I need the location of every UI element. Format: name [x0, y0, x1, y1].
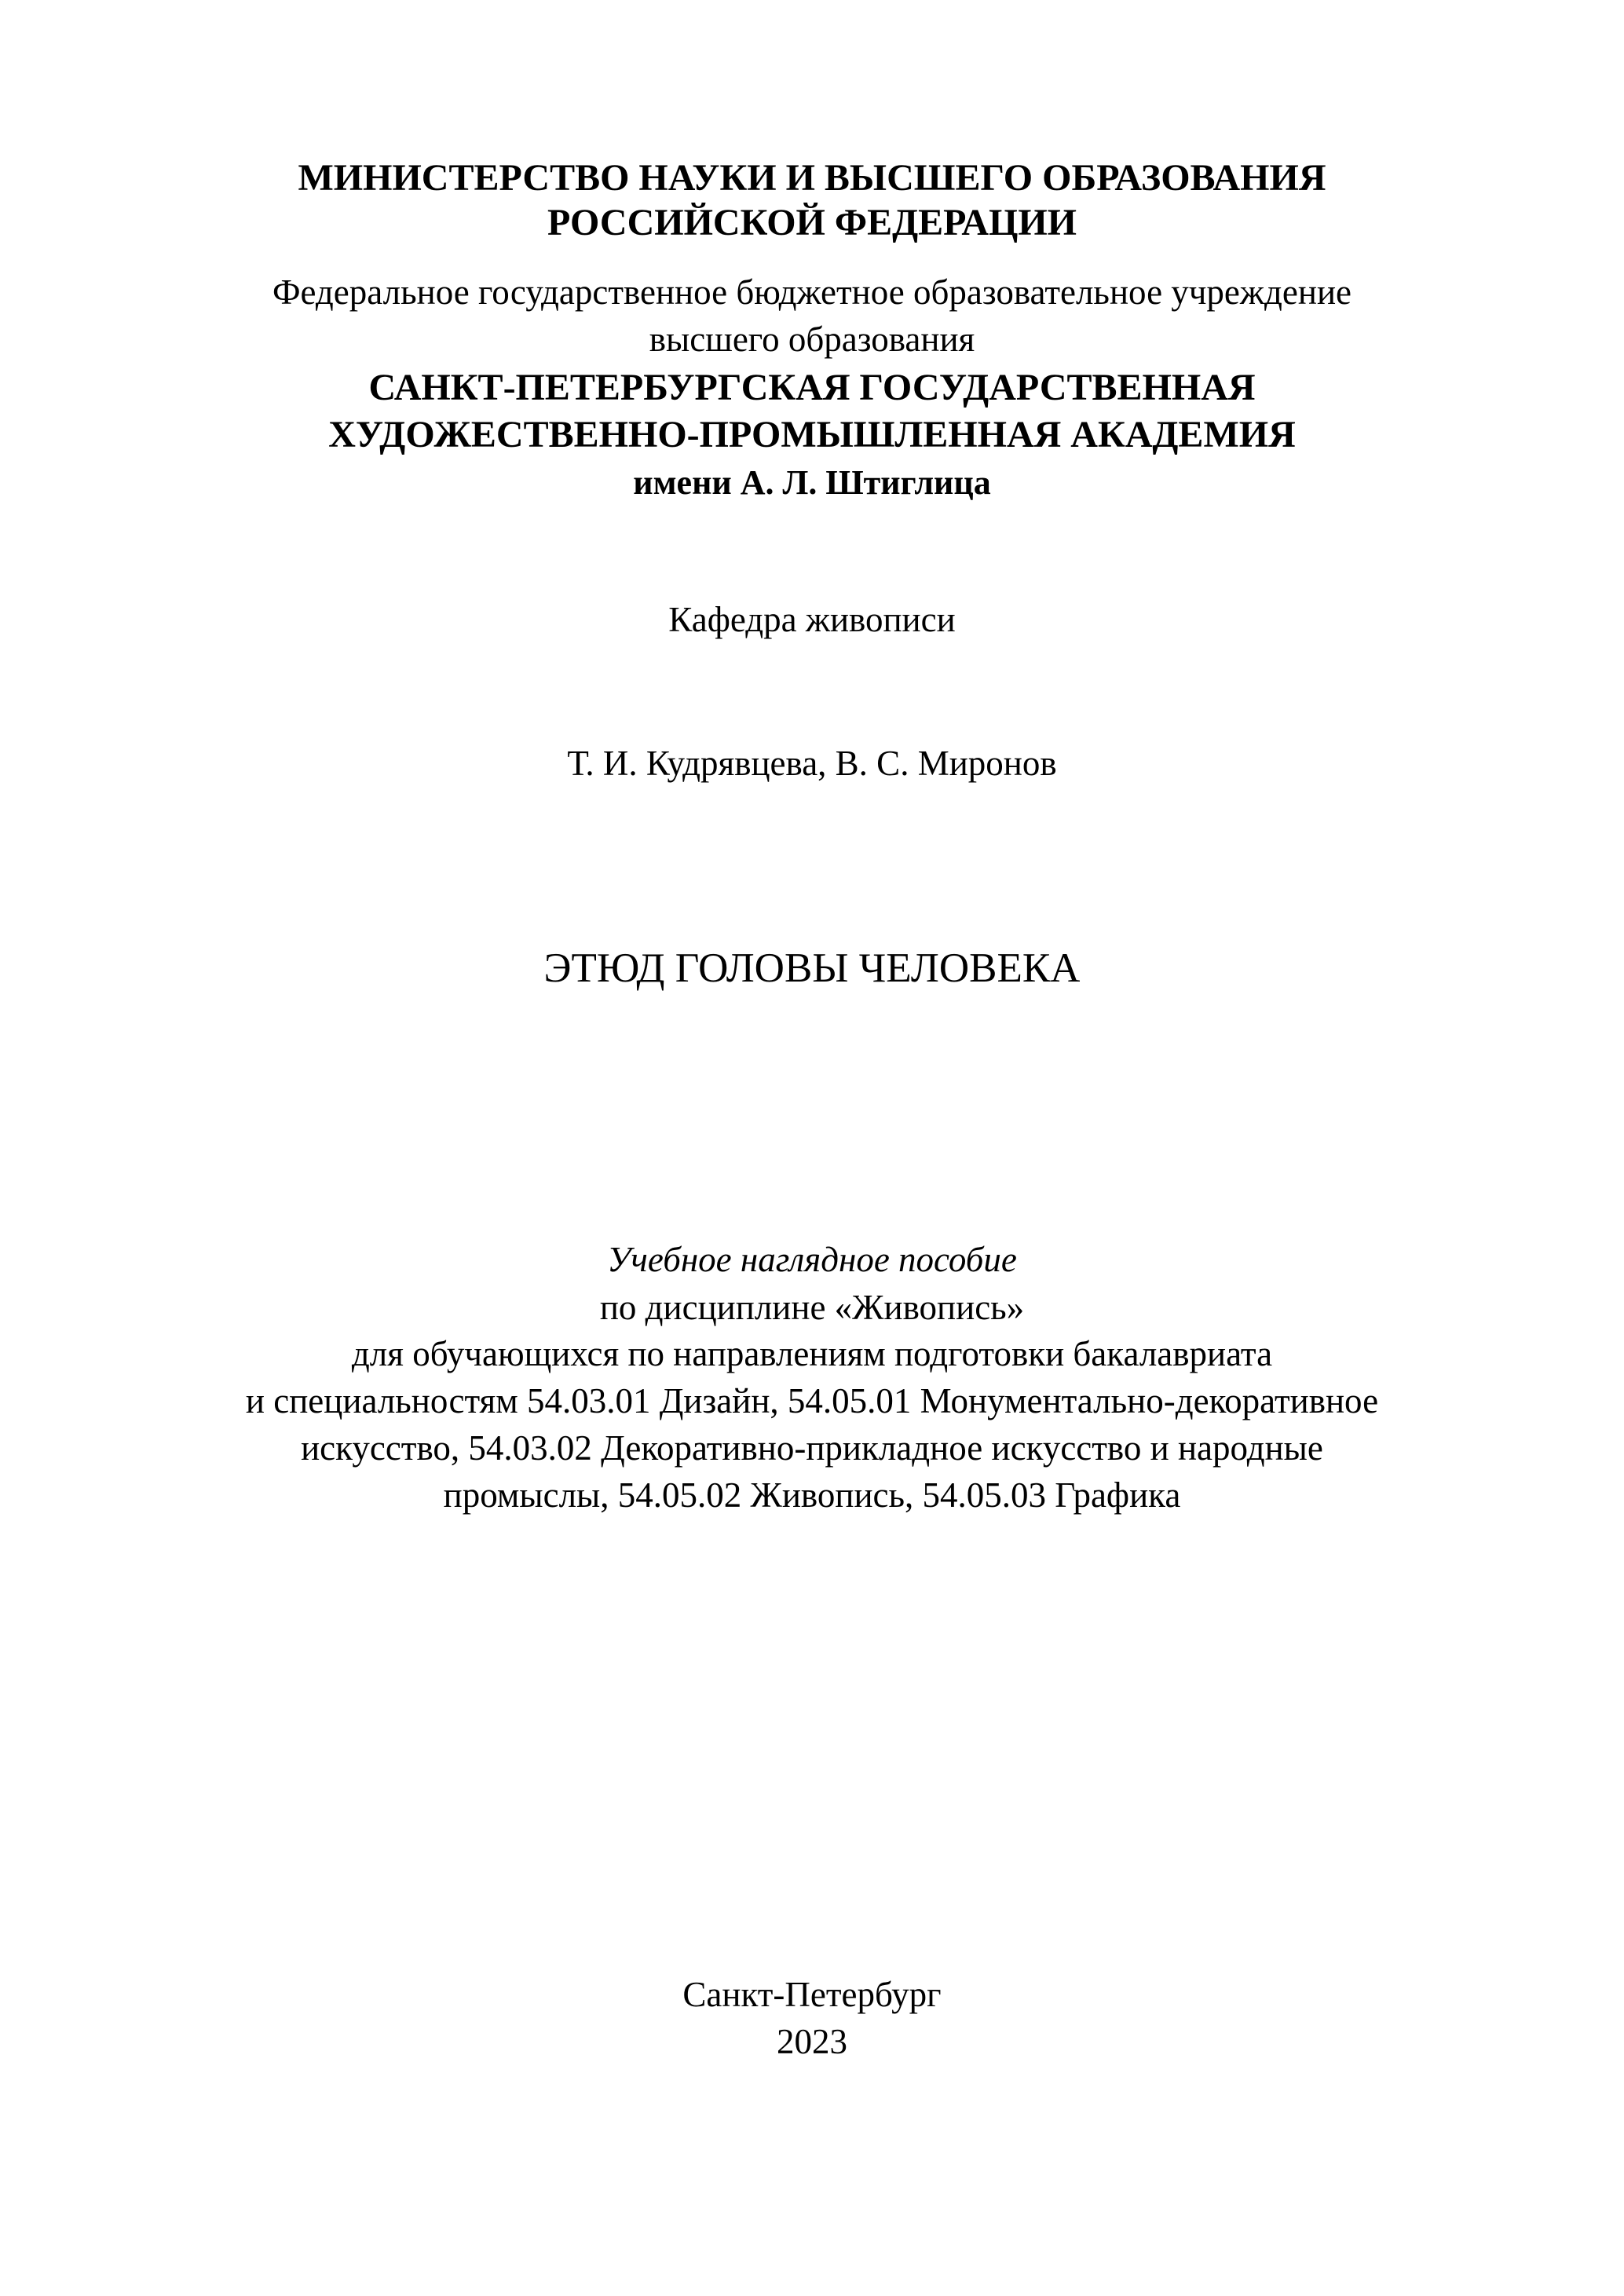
academy-name-line-3: имени А. Л. Штиглица: [633, 463, 991, 502]
specialties-line-2: искусство, 54.03.02 Декоративно-прикладное искусство и народные: [301, 1428, 1323, 1468]
ministry-line-2: РОССИЙСКОЙ ФЕДЕРАЦИИ: [547, 202, 1077, 243]
authors: Т. И. Кудрявцева, В. С. Миронов: [567, 744, 1057, 783]
institution-type-line-2: высшего образования: [649, 320, 975, 359]
ministry-line-1: МИНИСТЕРСТВО НАУКИ И ВЫСШЕГО ОБРАЗОВАНИЯ: [298, 157, 1326, 199]
document-title: ЭТЮД ГОЛОВЫ ЧЕЛОВЕКА: [543, 945, 1081, 991]
publication-year: 2023: [777, 2022, 847, 2061]
institution-type-line-1: Федеральное государственное бюджетное образовательное учреждение: [272, 272, 1352, 312]
audience-line: для обучающихся по направлениям подготовки бакалавриата: [351, 1334, 1273, 1373]
department-name: Кафедра живописи: [668, 600, 956, 639]
publication-city: Санкт-Петербург: [682, 1975, 942, 2014]
academy-name-line-2: ХУДОЖЕСТВЕННО-ПРОМЫШЛЕННАЯ АКАДЕМИЯ: [328, 414, 1296, 455]
academy-name-line-1: САНКТ-ПЕТЕРБУРГСКАЯ ГОСУДАРСТВЕННАЯ: [368, 367, 1256, 408]
discipline-line: по дисциплине «Живопись»: [599, 1288, 1025, 1327]
specialties-line-1: и специальностям 54.03.01 Дизайн, 54.05.01 Монументально-декоративное: [245, 1381, 1379, 1420]
specialties-line-3: промыслы, 54.05.02 Живопись, 54.05.03 Графика: [443, 1475, 1181, 1515]
publication-type: Учебное наглядное пособие: [607, 1240, 1017, 1279]
